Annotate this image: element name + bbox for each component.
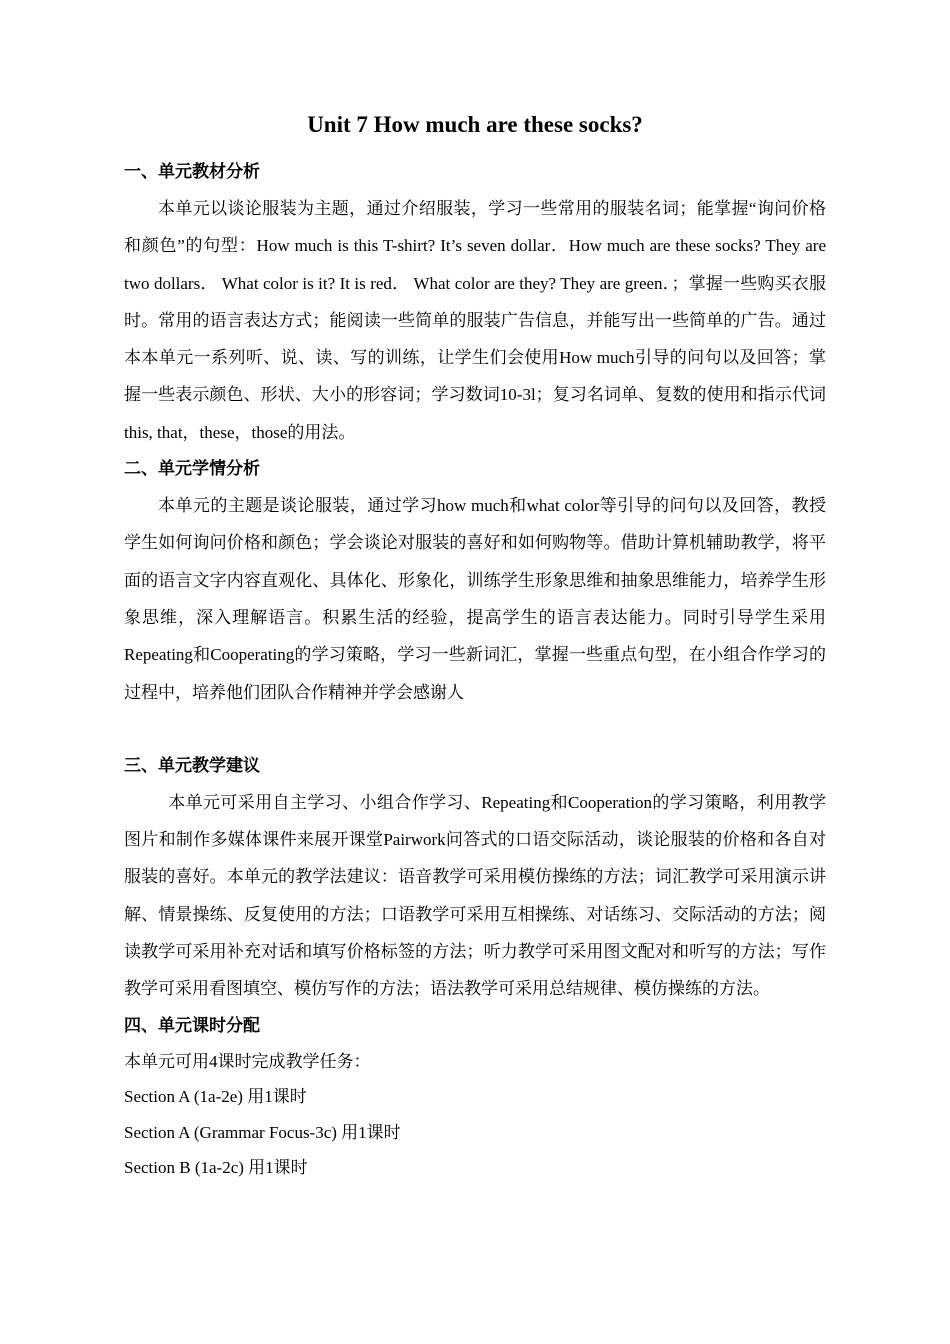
section-lesson-allocation bbox=[124, 1008, 826, 1186]
allocation-item: Section A (1a-2e) 用1课时 bbox=[124, 1087, 307, 1107]
section-paragraph: 本单元的主题是谈论服装，通过学习how much和what color等引导的问句以及回答，教授学生如何询问价格和颜色；学会谈论对服装的喜好和如何购物等。借助计算机辅助教学，将平面的语言文字内容直观化、具体化、形象化，训练学生形象思维和抽象思维能力，培养学生形象思维，深入理解语言。积累生活的经验，提高学生的语言表达能力。同时引导学生采用Repeating和Cooperating的学习策略，学习一些新词汇，掌握一些重点句型，在小组合作学习的过程中，培养他们团队合作精神并学会感谢人 bbox=[124, 496, 826, 702]
section-paragraph: 本单元可采用自主学习、小组合作学习、Repeating和Cooperation的学习策略，利用教学图片和制作多媒体课件来展开课堂Pairwork问答式的口语交际活动，谈论服装的价格和各自对服装的喜好。本单元的教学法建议：语音教学可采用模仿操练的方法；词汇教学可采用演示讲解、情景操练、反复使用的方法；口语教学可采用互相操练、对话练习、交际活动的方法；阅读教学可采用补充对话和填写价格标签的方法；听力教学可采用图文配对和听写的方法；写作教学可采用看图填空、模仿写作的方法；语法教学可采用总结规律、模仿操练的方法。 bbox=[124, 792, 826, 999]
section-heading: 二、单元学情分析 bbox=[124, 459, 260, 479]
allocation-item: Section A (Grammar Focus-3c) 用1课时 bbox=[124, 1122, 401, 1142]
allocation-item: Section B (1a-2c) 用1课时 bbox=[124, 1158, 308, 1178]
section-student-analysis bbox=[124, 451, 826, 711]
section-paragraph: 本单元以谈论服装为主题，通过介绍服装，学习一些常用的服装名词；能掌握“询问价格和颜色”的句型：How much is this T-shirt? It’s seven dollar．How much are these socks? They are two dollars． What color is it? It is red． What color are they? They are green．；掌握一些购买衣服时。常用的语言表达方式；能阅读一些简单的服装广告信息，并能写出一些简单的广告。通过本本单元一系列听、说、读、写的训练，让学生们会使用How much引导的问句以及回答；掌握一些表示颜色、形状、大小的形容词；学习数词10-3l；复习名词单、复数的使用和指示代词this, that，these，those的用法。 bbox=[124, 199, 826, 442]
section-heading: 三、单元教学建议 bbox=[124, 755, 260, 775]
section-teaching-suggestions bbox=[124, 748, 826, 1008]
section-heading: 四、单元课时分配 bbox=[124, 1015, 260, 1035]
section-textbook-analysis bbox=[124, 154, 826, 451]
section-heading: 一、单元教材分析 bbox=[124, 162, 260, 181]
allocation-intro: 本单元可用4课时完成教学任务： bbox=[124, 1051, 371, 1071]
document-title: Unit 7 How much are these socks? bbox=[307, 112, 643, 137]
blank-line bbox=[124, 711, 826, 748]
